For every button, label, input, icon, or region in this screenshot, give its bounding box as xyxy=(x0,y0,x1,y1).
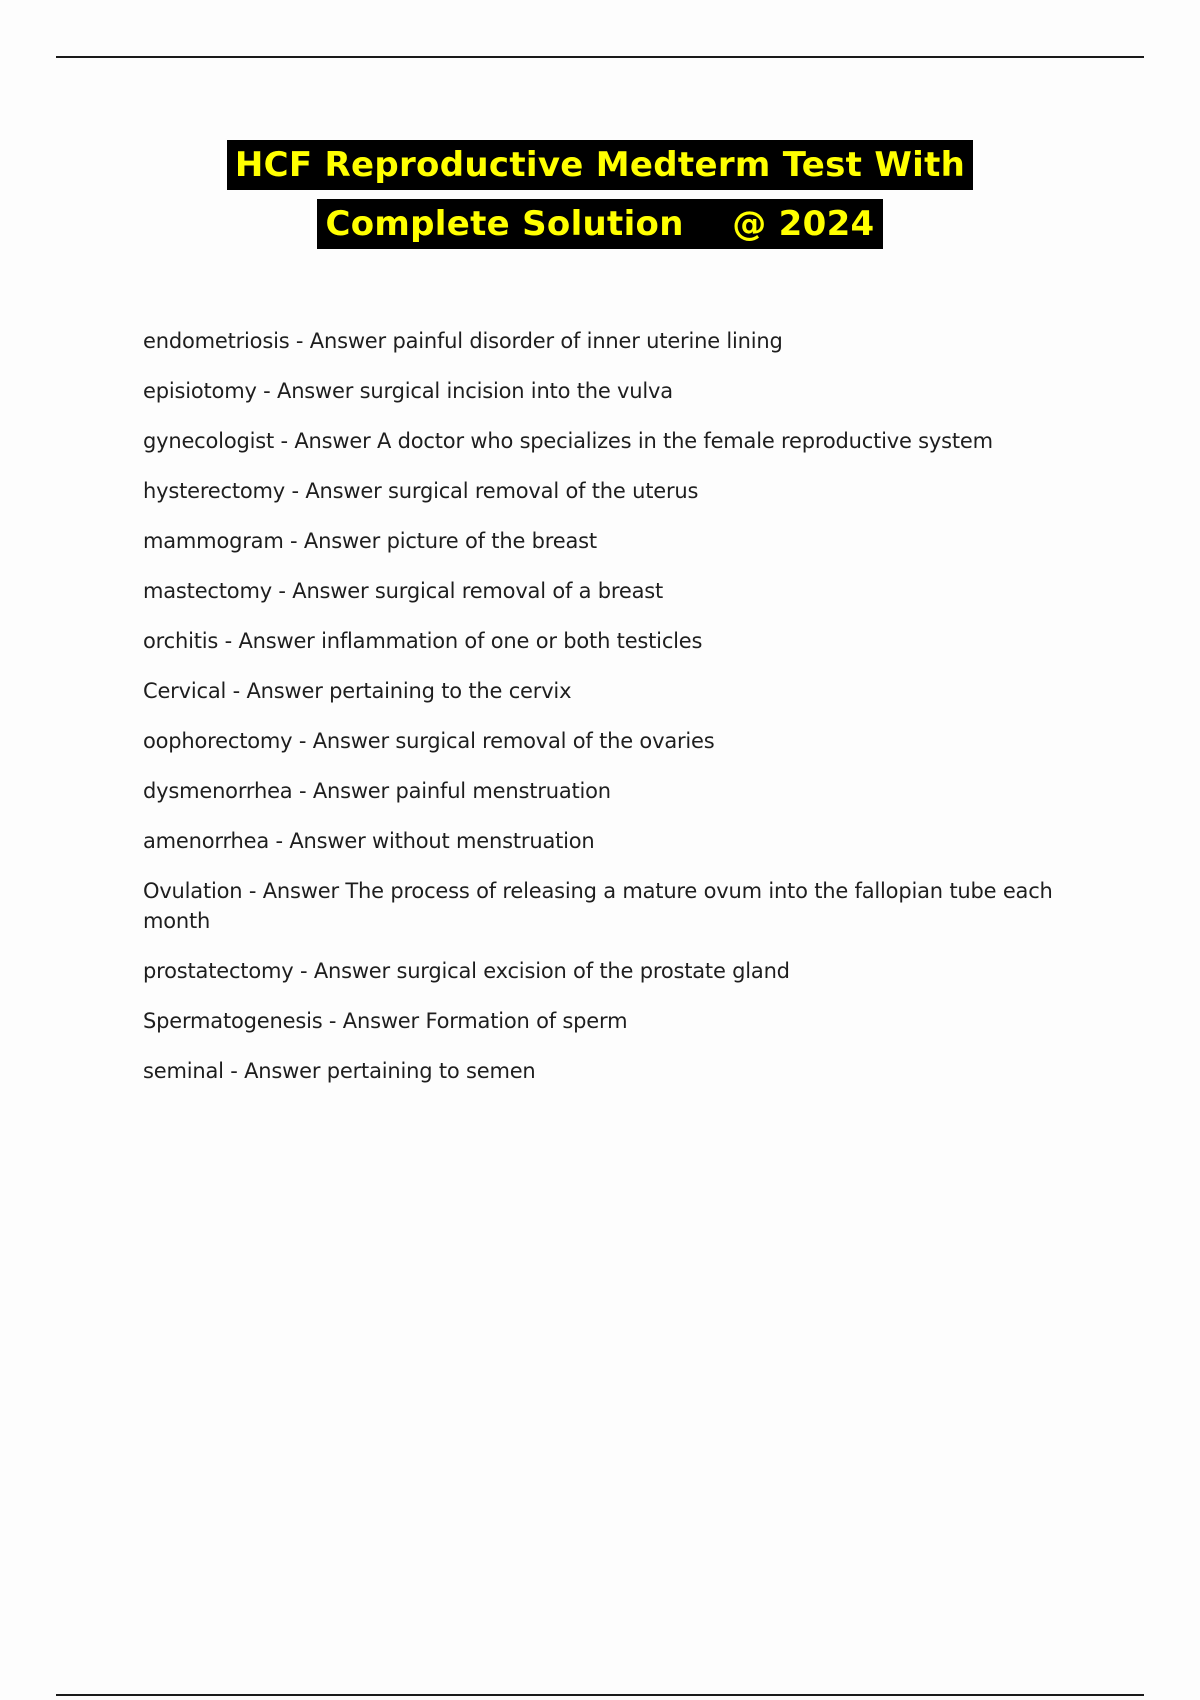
qa-separator: - xyxy=(322,1009,343,1033)
qa-item xyxy=(143,326,1103,356)
qa-answer-label: Answer xyxy=(244,1059,321,1083)
qa-term: Spermatogenesis xyxy=(143,1009,323,1033)
qa-term: Ovulation xyxy=(143,879,243,903)
qa-answer-label: Answer xyxy=(312,729,389,753)
qa-item xyxy=(143,876,1103,936)
qa-answer: inflammation of one or both testicles xyxy=(321,629,703,653)
title-line-2: Complete Solution @ 2024 xyxy=(317,199,882,249)
qa-answer-label: Answer xyxy=(238,629,315,653)
qa-answer: surgical excision of the prostate gland xyxy=(396,959,790,983)
qa-separator: - xyxy=(293,959,314,983)
qa-separator: - xyxy=(271,579,293,603)
qa-term: hysterectomy xyxy=(143,479,286,503)
qa-separator: - xyxy=(274,429,295,453)
document-title xyxy=(0,140,1200,249)
qa-answer-label: Answer xyxy=(342,1009,419,1033)
qa-answer-label: Answer xyxy=(309,329,386,353)
qa-separator: - xyxy=(218,629,239,653)
qa-term: dysmenorrhea xyxy=(143,779,293,803)
qa-term: mastectomy xyxy=(143,579,272,603)
qa-term: mammogram xyxy=(143,529,284,553)
qa-answer-label: Answer xyxy=(305,479,382,503)
qa-item xyxy=(143,776,1103,806)
qa-term: endometriosis xyxy=(143,329,290,353)
qa-item xyxy=(143,1006,1103,1036)
qa-separator: - xyxy=(292,779,313,803)
qa-term: prostatectomy xyxy=(143,959,294,983)
qa-answer-label: Answer xyxy=(262,879,339,903)
qa-separator: - xyxy=(285,479,306,503)
qa-separator: - xyxy=(226,679,247,703)
qa-answer-label: Answer xyxy=(294,429,371,453)
qa-separator: - xyxy=(269,829,290,853)
qa-separator: - xyxy=(223,1059,245,1083)
qa-answer-label: Answer xyxy=(292,579,369,603)
qa-answer-label: Answer xyxy=(289,829,366,853)
qa-answer: pertaining to semen xyxy=(326,1059,536,1083)
qa-answer: surgical removal of the uterus xyxy=(388,479,699,503)
qa-term: episiotomy xyxy=(143,379,257,403)
qa-item xyxy=(143,1056,1103,1086)
qa-term: orchitis xyxy=(143,629,219,653)
qa-separator: - xyxy=(283,529,304,553)
qa-term: seminal xyxy=(143,1059,224,1083)
qa-item xyxy=(143,476,1103,506)
qa-separator: - xyxy=(256,379,278,403)
qa-answer-label: Answer xyxy=(313,959,390,983)
qa-term: gynecologist xyxy=(143,429,275,453)
qa-answer: surgical removal of a breast xyxy=(374,579,664,603)
qa-item xyxy=(143,676,1103,706)
qa-answer: The process of releasing a mature ovum into the fallopian tube each month xyxy=(143,879,1053,933)
qa-answer: without menstruation xyxy=(372,829,595,853)
qa-answer: surgical removal of the ovaries xyxy=(395,729,715,753)
qa-term: oophorectomy xyxy=(143,729,293,753)
qa-separator: - xyxy=(289,329,310,353)
qa-separator: - xyxy=(242,879,263,903)
qa-item xyxy=(143,526,1103,556)
qa-item xyxy=(143,726,1103,756)
qa-answer: painful menstruation xyxy=(395,779,611,803)
qa-answer: surgical incision into the vulva xyxy=(359,379,673,403)
qa-answer-label: Answer xyxy=(312,779,389,803)
qa-answer: painful disorder of inner uterine lining xyxy=(392,329,783,353)
qa-answer: Formation of sperm xyxy=(425,1009,628,1033)
top-rule xyxy=(56,56,1144,58)
qa-item xyxy=(143,576,1103,606)
qa-item xyxy=(143,626,1103,656)
qa-answer-label: Answer xyxy=(277,379,354,403)
qa-answer-label: Answer xyxy=(303,529,381,553)
bottom-rule xyxy=(56,1694,1144,1696)
qa-answer: picture of the breast xyxy=(386,529,597,553)
qa-item xyxy=(143,426,1103,456)
qa-item xyxy=(143,826,1103,856)
title-line-1: HCF Reproductive Medterm Test With xyxy=(227,140,973,190)
qa-term: amenorrhea xyxy=(143,829,270,853)
qa-item xyxy=(143,376,1103,406)
qa-list xyxy=(143,326,1103,1106)
qa-answer: A doctor who specializes in the female reproductive system xyxy=(377,429,993,453)
qa-answer-label: Answer xyxy=(246,679,323,703)
qa-item xyxy=(143,956,1103,986)
qa-answer: pertaining to the cervix xyxy=(329,679,572,703)
qa-term: Cervical xyxy=(143,679,227,703)
qa-separator: - xyxy=(292,729,313,753)
